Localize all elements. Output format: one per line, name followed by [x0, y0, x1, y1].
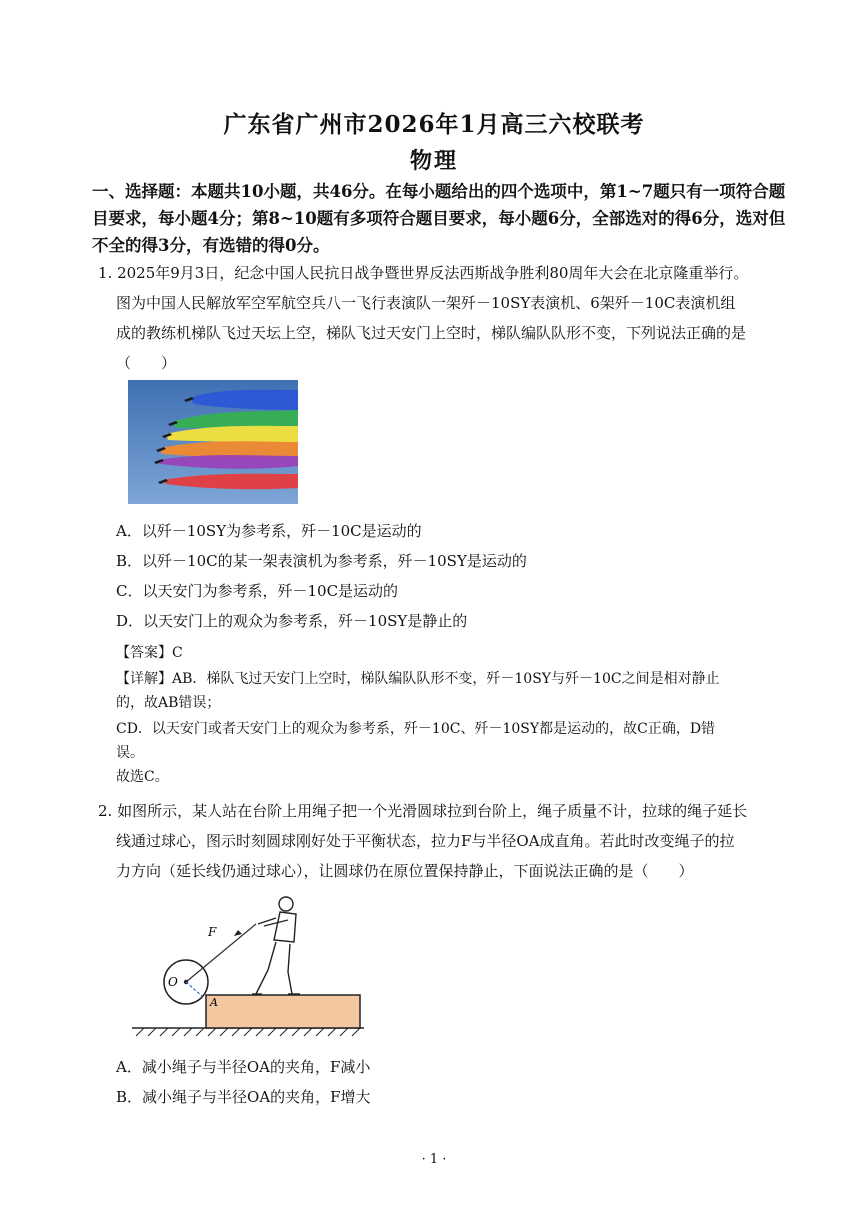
force-label: F — [208, 925, 217, 939]
q1-line-1: 1. 2025年9月3日，纪念中国人民抗日战争暨世界反法西斯战争胜利80周年大会在北京隆重举行。 — [98, 264, 749, 282]
step-block — [206, 995, 360, 1028]
q2-option-b: B．减小绳子与半径OA的夹角，F增大 — [116, 1088, 371, 1106]
q1-option-c: C．以天安门为参考系，歼－10C是运动的 — [116, 582, 399, 600]
q2-line-1: 2. 如图所示，某人站在台阶上用绳子把一个光滑圆球拉到台阶上，绳子质量不计，拉球的绳子延长 — [98, 802, 748, 820]
q2-line-2: 线通过球心，图示时刻圆球刚好处于平衡状态，拉力F与半径OA成直角。若此时改变绳子的拉 — [116, 832, 735, 850]
q1-detail-3: CD．以天安门或者天安门上的观众为参考系，歼－10C、歼－10SY都是运动的，故C正确，D错 — [116, 721, 716, 737]
q1-answer: 【答案】C — [116, 645, 183, 661]
page-number: · 1 · — [421, 1152, 447, 1167]
exam-title: 广东省广州市2026年1月高三六校联考 — [223, 111, 645, 138]
section-instructions: 一、选择题：本题共10小题，共46分。在每小题给出的四个选项中，第1~7题只有一项符合题目要求，每小题4分；第8~10题有多项符合题目要求，每小题6分，全部选对的得6分，选对但不全的得3分，有选错的得0分。 — [92, 182, 786, 255]
center-label: O — [168, 975, 178, 989]
person-figure — [252, 897, 300, 994]
q1-line-4: （ ） — [116, 354, 177, 372]
q1-option-b: B．以歼－10C的某一架表演机为参考系，歼－10SY是运动的 — [116, 552, 527, 570]
q2-option-a: A．减小绳子与半径OA的夹角，F减小 — [116, 1058, 371, 1076]
q1-detail-4: 误。 — [116, 745, 144, 761]
q2-figure — [128, 890, 368, 1038]
exam-subject: 物理 — [409, 148, 458, 174]
airshow-photo — [128, 380, 298, 504]
q1-detail-5: 故选C。 — [116, 769, 169, 785]
q1-detail-1: 【详解】AB．梯队飞过天安门上空时，梯队编队队形不变，歼－10SY与歼－10C之间是相对静止 — [116, 671, 720, 687]
q1-option-a: A．以歼－10SY为参考系，歼－10C是运动的 — [116, 522, 422, 540]
q1-line-2: 图为中国人民解放军空军航空兵八一飞行表演队一架歼－10SY表演机、6架歼－10C表演机组 — [116, 294, 736, 312]
point-label: A — [210, 996, 218, 1009]
q1-detail-2: 的，故AB错误； — [116, 695, 221, 711]
q1-line-3: 成的教练机梯队飞过天坛上空，梯队飞过天安门上空时，梯队编队队形不变，下列说法正确的是 — [116, 324, 747, 342]
q1-option-d: D．以天安门上的观众为参考系，歼－10SY是静止的 — [116, 612, 468, 630]
q2-line-3: 力方向（延长线仍通过球心），让圆球仍在原位置保持静止，下面说法正确的是（ ） — [116, 862, 694, 880]
